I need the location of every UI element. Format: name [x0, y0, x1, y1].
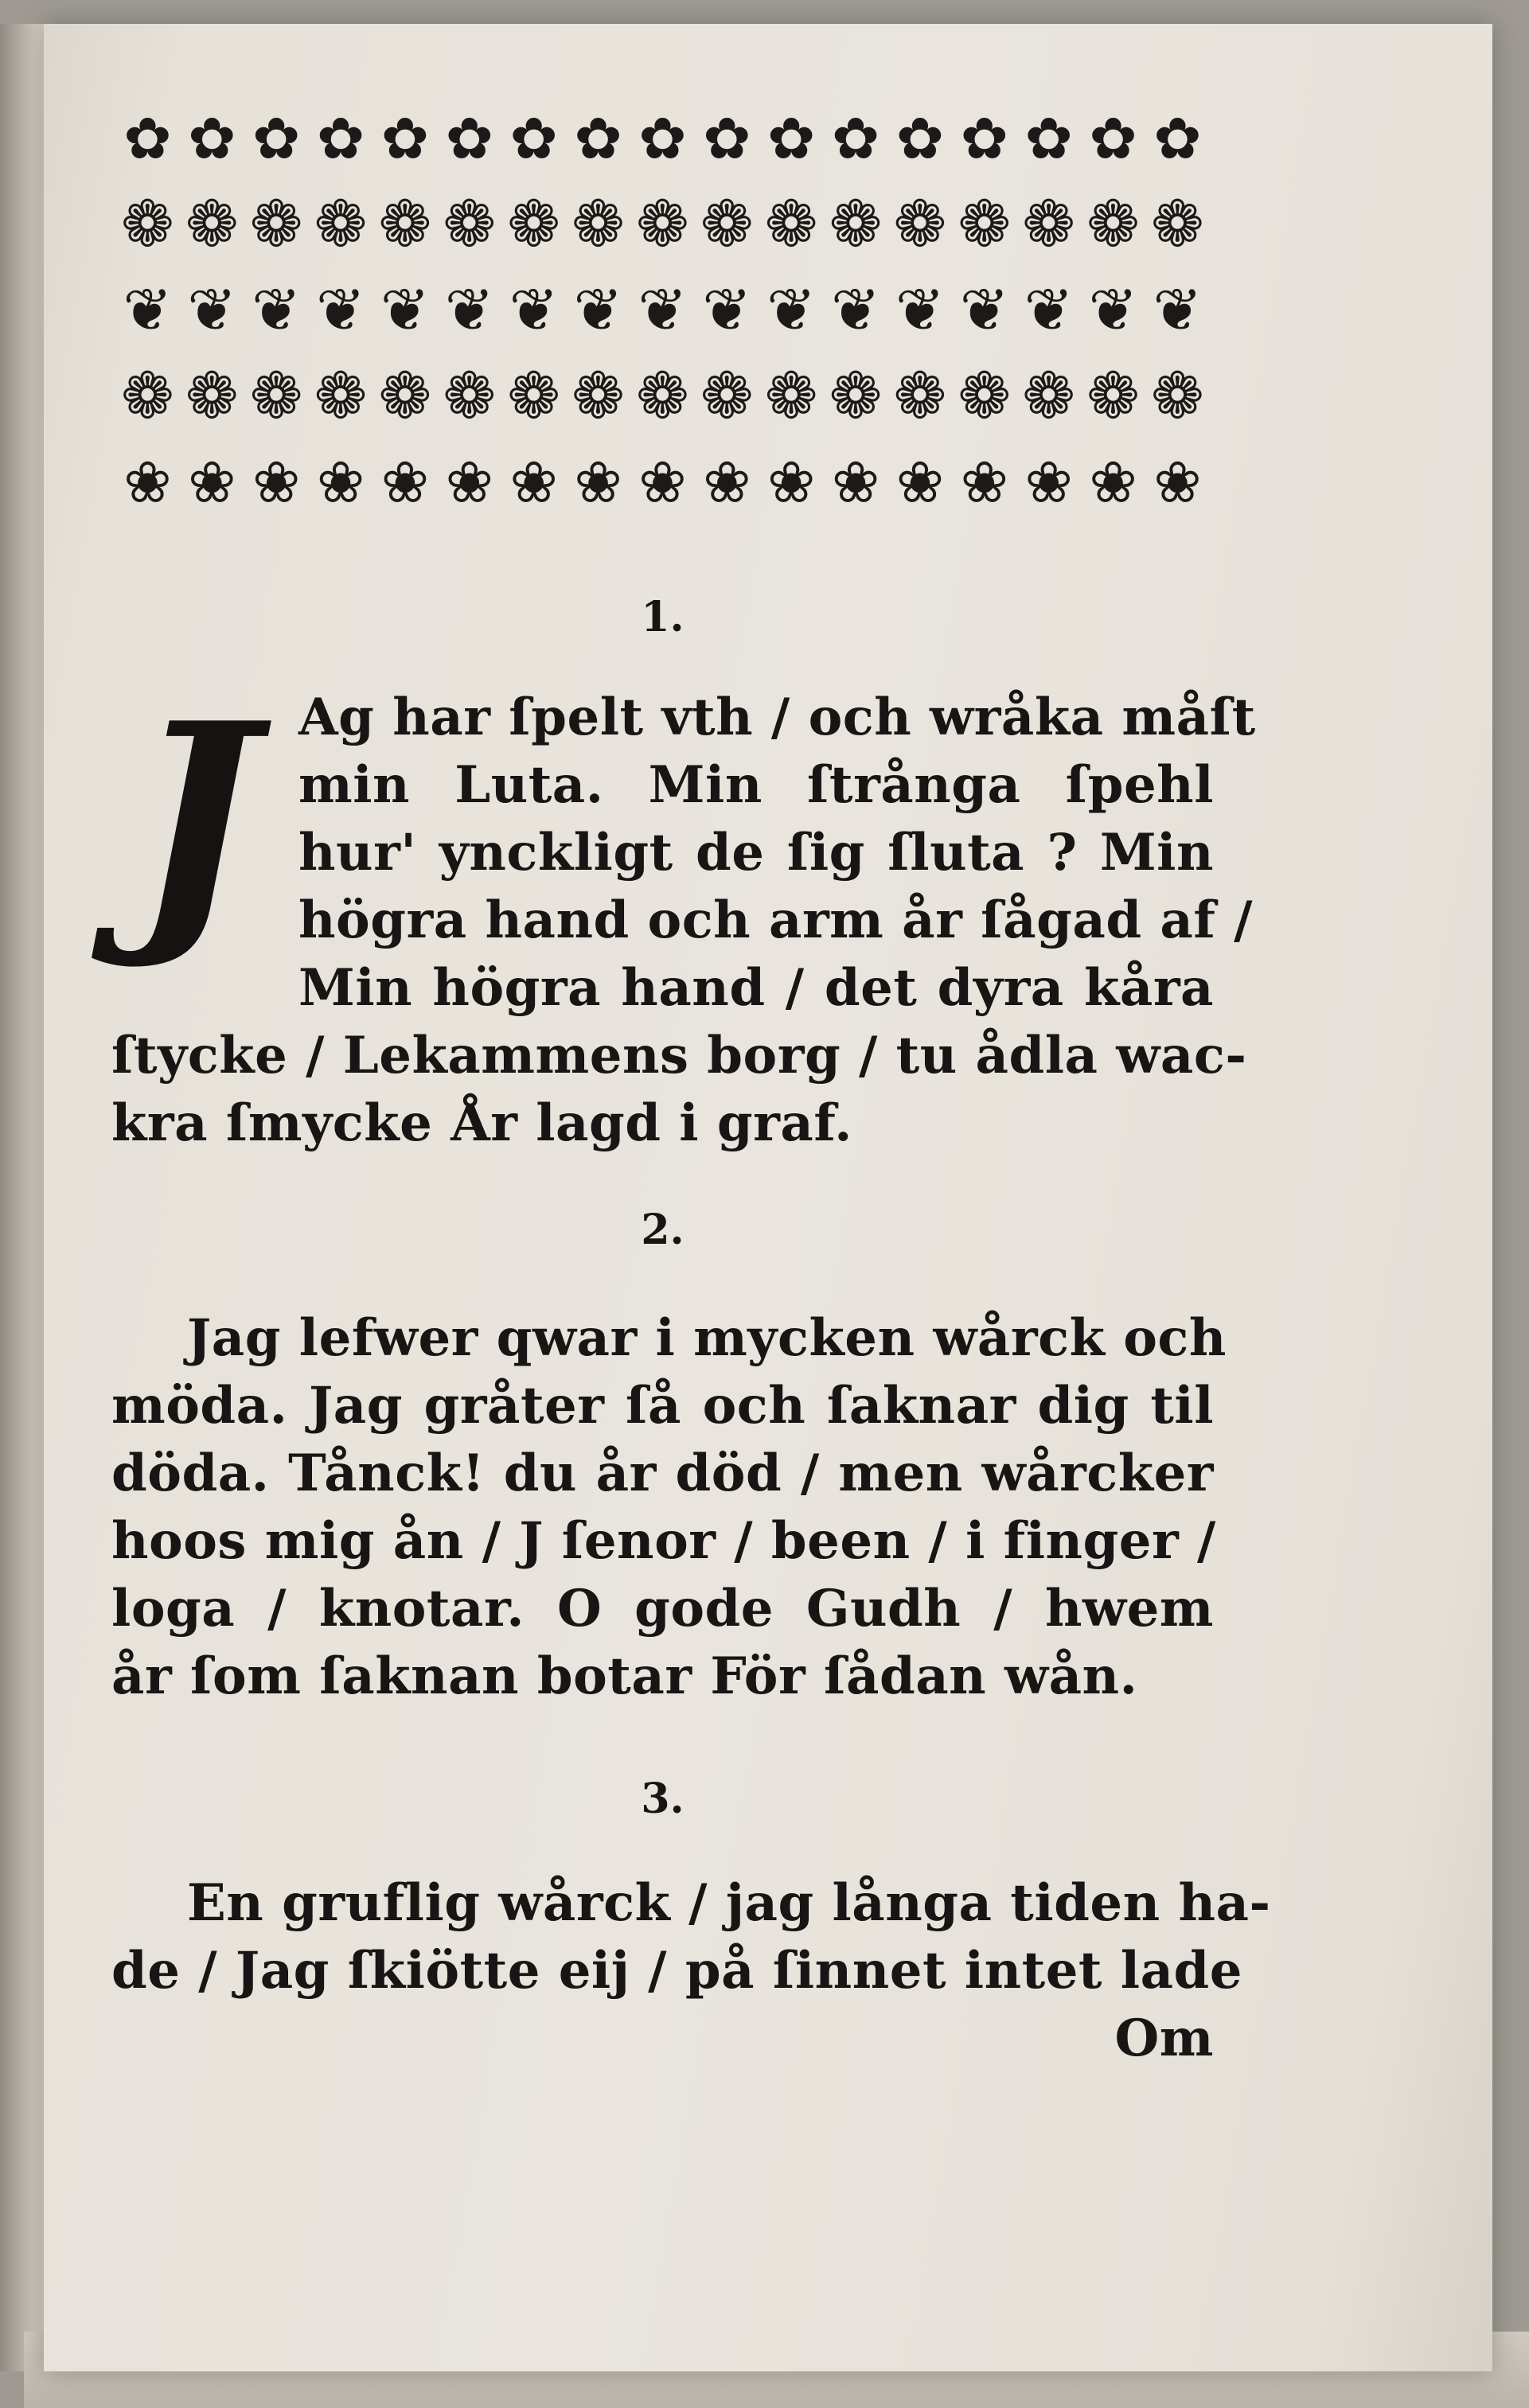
ornament-glyph: ✿	[380, 105, 430, 172]
ornament-glyph: ✿	[123, 105, 172, 172]
ornament-glyph: ❦	[1088, 276, 1138, 345]
ornament-glyph: ❁	[1150, 361, 1204, 431]
ornament-glyph: ❁	[378, 361, 432, 431]
dropcap-letter: J	[132, 665, 258, 974]
ornament-glyph: ❁	[1022, 189, 1076, 259]
page-edge-shadow	[0, 24, 48, 2371]
ornament-glyph: ❁	[764, 361, 818, 431]
ornament-glyph: ❀	[767, 449, 816, 516]
catchword: Om	[1114, 2009, 1214, 2068]
ornament-glyph: ❁	[700, 189, 754, 259]
stanza-2-line-6: år ſom ſaknan botar För ſådan wån.	[111, 1646, 1138, 1706]
ornament-glyph: ❁	[571, 361, 626, 431]
ornament-glyph: ❁	[120, 361, 174, 431]
stanza-2-line-3: döda. Tånck! du år död / men wårcker	[111, 1444, 1214, 1503]
stanza-2-line-2: möda. Jag gråter ſå och ſaknar dig til	[111, 1376, 1214, 1436]
ornament-glyph: ❀	[316, 449, 365, 516]
stanza-2-line-4: hoos mig ån / J ſenor / been / i finger /	[111, 1511, 1216, 1571]
ornament-glyph: ✿	[1153, 105, 1202, 172]
stanza-3-line-2: de / Jag ſkiötte eij / på ſinnet intet lade	[111, 1941, 1242, 2001]
ornament-glyph: ❀	[703, 449, 751, 516]
ornament-glyph: ✿	[1024, 105, 1073, 172]
stanza-1-line-4: högra hand och arm år ſågad af /	[298, 890, 1254, 950]
ornament-glyph: ❁	[1086, 361, 1141, 431]
stanza-2-line-5: loga / knotar. O gode Gudh / hwem	[111, 1579, 1214, 1638]
stanza-3-line-1: En gruflig wårck / jag långa tiden ha-	[187, 1873, 1271, 1933]
ornament-glyph: ❦	[831, 276, 881, 345]
ornament-glyph: ✿	[252, 105, 301, 172]
stanza-1-line-5: Min högra hand / det dyra kåra	[298, 958, 1214, 1018]
ornament-glyph: ❦	[702, 276, 752, 345]
ornament-glyph: ❦	[1024, 276, 1074, 345]
ornament-glyph: ❦	[766, 276, 817, 345]
ornament-glyph: ❁	[443, 361, 497, 431]
stanza-1-line-1: Ag har ſpelt vth / och wråka måſt	[298, 688, 1256, 747]
ornament-row-4	[115, 361, 1210, 431]
ornament-row-1	[115, 103, 1210, 173]
ornament-row-2	[115, 189, 1210, 259]
decorated-initial	[115, 665, 275, 974]
ornament-glyph: ❀	[638, 449, 687, 516]
ornament-glyph: ❦	[509, 276, 559, 345]
ornament-glyph: ❁	[185, 361, 239, 431]
ornament-glyph: ❁	[893, 189, 947, 259]
ornament-glyph: ❁	[378, 189, 432, 259]
stanza-number-2: 2.	[641, 1206, 685, 1254]
stanza-2-line-1: Jag lefwer qwar i mycken wårck och	[187, 1308, 1227, 1368]
ornament-glyph: ❦	[187, 276, 237, 345]
ornament-glyph: ❁	[635, 189, 689, 259]
stanza-number-1: 1.	[641, 593, 685, 641]
ornament-glyph: ❦	[252, 276, 302, 345]
ornament-glyph: ❦	[123, 276, 173, 345]
ornament-glyph: ❁	[1022, 361, 1076, 431]
ornament-glyph: ❀	[831, 449, 880, 516]
ornament-glyph: ❁	[1086, 189, 1141, 259]
ornament-glyph: ✿	[831, 105, 880, 172]
ornament-glyph: ❁	[507, 361, 561, 431]
ornament-glyph: ❁	[829, 361, 883, 431]
ornament-glyph: ❦	[895, 276, 945, 345]
ornament-glyph: ❀	[960, 449, 1008, 516]
ornament-glyph: ❀	[123, 449, 172, 516]
stanza-1-line-6: ſtycke / Lekammens borg / tu ådla wac-	[111, 1026, 1247, 1085]
ornament-glyph: ❁	[893, 361, 947, 431]
ornament-glyph: ✿	[509, 105, 558, 172]
ornament-glyph: ❦	[638, 276, 688, 345]
ornament-glyph: ❦	[959, 276, 1009, 345]
stanza-number-3: 3.	[641, 1775, 685, 1823]
ornament-glyph: ✿	[188, 105, 236, 172]
ornament-glyph: ❦	[444, 276, 494, 345]
ornament-row-3	[115, 275, 1210, 345]
ornament-glyph: ❀	[574, 449, 622, 516]
ornament-glyph: ❁	[507, 189, 561, 259]
ornament-glyph: ❁	[314, 361, 368, 431]
ornament-glyph: ❦	[1153, 276, 1203, 345]
ornament-glyph: ✿	[960, 105, 1008, 172]
ornament-glyph: ❁	[958, 189, 1012, 259]
ornament-glyph: ❀	[895, 449, 945, 516]
ornament-band	[115, 103, 1210, 517]
ornament-glyph: ❁	[443, 189, 497, 259]
ornament-glyph: ✿	[767, 105, 816, 172]
ornament-glyph: ❦	[573, 276, 623, 345]
stanza-1-line-3: hur' ynckligt de ſig ſluta ? Min	[298, 823, 1214, 883]
ornament-glyph: ✿	[703, 105, 751, 172]
stanza-1-line-7: kra ſmycke År lagd i graf.	[111, 1093, 852, 1153]
ornament-row-5	[115, 447, 1210, 517]
ornament-glyph: ❁	[314, 189, 368, 259]
ornament-glyph: ❁	[249, 189, 303, 259]
ornament-glyph: ❦	[380, 276, 430, 345]
stanza-1-line-2: min Luta. Min ſtrånga ſpehl	[298, 755, 1214, 815]
ornament-glyph: ✿	[316, 105, 365, 172]
ornament-glyph: ❀	[1153, 449, 1202, 516]
ornament-glyph: ❁	[249, 361, 303, 431]
ornament-glyph: ❁	[185, 189, 239, 259]
ornament-glyph: ❀	[509, 449, 558, 516]
ornament-glyph: ❀	[380, 449, 430, 516]
ornament-glyph: ❀	[188, 449, 236, 516]
ornament-glyph: ✿	[574, 105, 622, 172]
ornament-glyph: ❀	[1024, 449, 1073, 516]
ornament-glyph: ✿	[445, 105, 493, 172]
ornament-glyph: ❁	[958, 361, 1012, 431]
ornament-glyph: ❁	[829, 189, 883, 259]
ornament-glyph: ❁	[1150, 189, 1204, 259]
ornament-glyph: ❁	[635, 361, 689, 431]
ornament-glyph: ❀	[445, 449, 493, 516]
ornament-glyph: ❁	[571, 189, 626, 259]
ornament-glyph: ✿	[638, 105, 687, 172]
ornament-glyph: ✿	[1089, 105, 1137, 172]
ornament-glyph: ❁	[120, 189, 174, 259]
ornament-glyph: ❀	[1089, 449, 1137, 516]
ornament-glyph: ❁	[700, 361, 754, 431]
ornament-glyph: ❀	[252, 449, 301, 516]
ornament-glyph: ❦	[316, 276, 366, 345]
ornament-glyph: ❁	[764, 189, 818, 259]
ornament-glyph: ✿	[895, 105, 945, 172]
